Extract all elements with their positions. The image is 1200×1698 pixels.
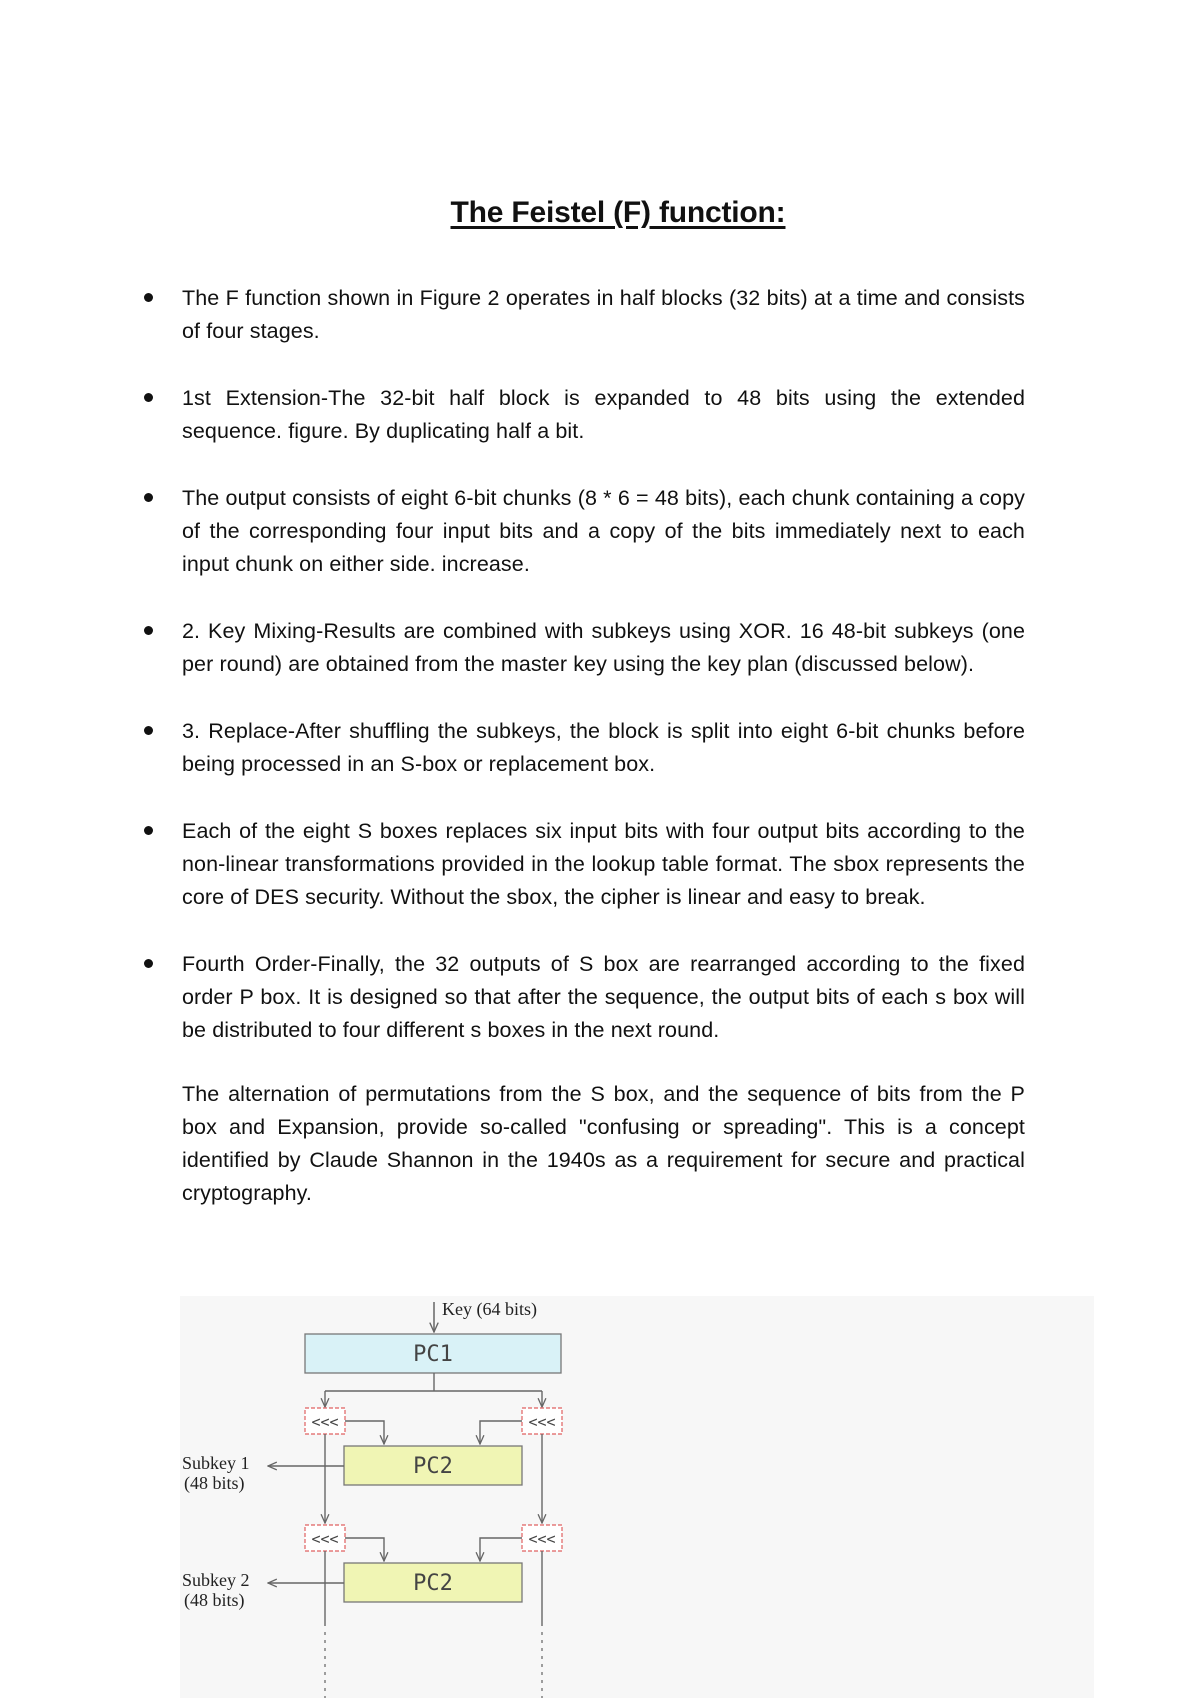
branch-arrow <box>345 1421 384 1444</box>
subkey-2-bits: (48 bits) <box>184 1590 245 1610</box>
list-item <box>182 282 1025 348</box>
branch-arrow <box>480 1421 522 1444</box>
paragraph-text: The output consists of eight 6-bit chunks (8 * 6 = 48 bits), each chunk containing a copy of the corresponding four input bits and a copy of the bits immediately next to each input chunk on either side. increase. <box>182 486 1025 576</box>
subkey-1-bits: (48 bits) <box>184 1473 245 1493</box>
closing-paragraph: The alternation of permutations from the S box, and the sequence of bits from the P box and Expansion, provide so-called "confusing or spreading". This is a concept identified by Claude Shannon in the 1940s as a requirement for secure and practical cryptography. <box>182 1082 1025 1205</box>
branch-arrow <box>345 1538 384 1561</box>
paragraph-text: Each of the eight S boxes replaces six input bits with four output bits according to the non-linear transformations provided in the lookup table format. The sbox represents the core of DES security. Without the sbox, the cipher is linear and easy to break. <box>182 819 1025 909</box>
pc2-label: PC2 <box>413 1454 453 1479</box>
paragraph-text: The F function shown in Figure 2 operates in half blocks (32 bits) at a time and consists of four stages. <box>182 286 1025 343</box>
bullet-icon <box>144 726 153 735</box>
paragraph-text: 2. Key Mixing-Results are combined with subkeys using XOR. 16 48-bit subkeys (one per round) are obtained from the master key using the key plan (discussed below). <box>182 619 1025 676</box>
right-shift-label: <<< <box>528 1413 556 1431</box>
key-label: Key (64 bits) <box>442 1299 537 1319</box>
list-item <box>182 615 1025 681</box>
paragraph-text: Fourth Order-Finally, the 32 outputs of S box are rearranged according to the fixed order P box. It is designed so that after the sequence, the output bits of each s box will be distributed to four different s boxes in the next round. <box>182 952 1025 1042</box>
pc1-label: PC1 <box>413 1342 453 1367</box>
document-body <box>182 282 1025 1210</box>
left-shift-label: <<< <box>311 1413 339 1431</box>
bullet-icon <box>144 959 153 968</box>
bullet-icon <box>144 626 153 635</box>
bullet-icon <box>144 393 153 402</box>
list-item <box>182 948 1025 1047</box>
bullet-icon <box>144 493 153 502</box>
subkey-2-name: Subkey 2 <box>182 1570 250 1590</box>
bullet-icon <box>144 293 153 302</box>
left-shift-label: <<< <box>311 1530 339 1548</box>
branch-arrow <box>480 1538 522 1561</box>
pc2-label: PC2 <box>413 1571 453 1596</box>
list-item <box>182 815 1025 914</box>
list-item <box>182 715 1025 781</box>
paragraph-text: 3. Replace-After shuffling the subkeys, the block is split into eight 6-bit chunks before being processed in an S-box or replacement box. <box>182 719 1025 776</box>
list-item <box>182 382 1025 448</box>
right-shift-label: <<< <box>528 1530 556 1548</box>
paragraph-text: 1st Extension-The 32-bit half block is expanded to 48 bits using the extended sequence. figure. By duplicating half a bit. <box>182 386 1025 443</box>
bullet-list <box>182 282 1025 1047</box>
page-title: The Feistel (F) function: <box>450 196 786 229</box>
bullet-icon <box>144 826 153 835</box>
subkey-1-name: Subkey 1 <box>182 1453 250 1473</box>
key-schedule-svg <box>180 1296 1094 1698</box>
list-item <box>182 482 1025 581</box>
key-schedule-diagram <box>180 1296 1094 1698</box>
